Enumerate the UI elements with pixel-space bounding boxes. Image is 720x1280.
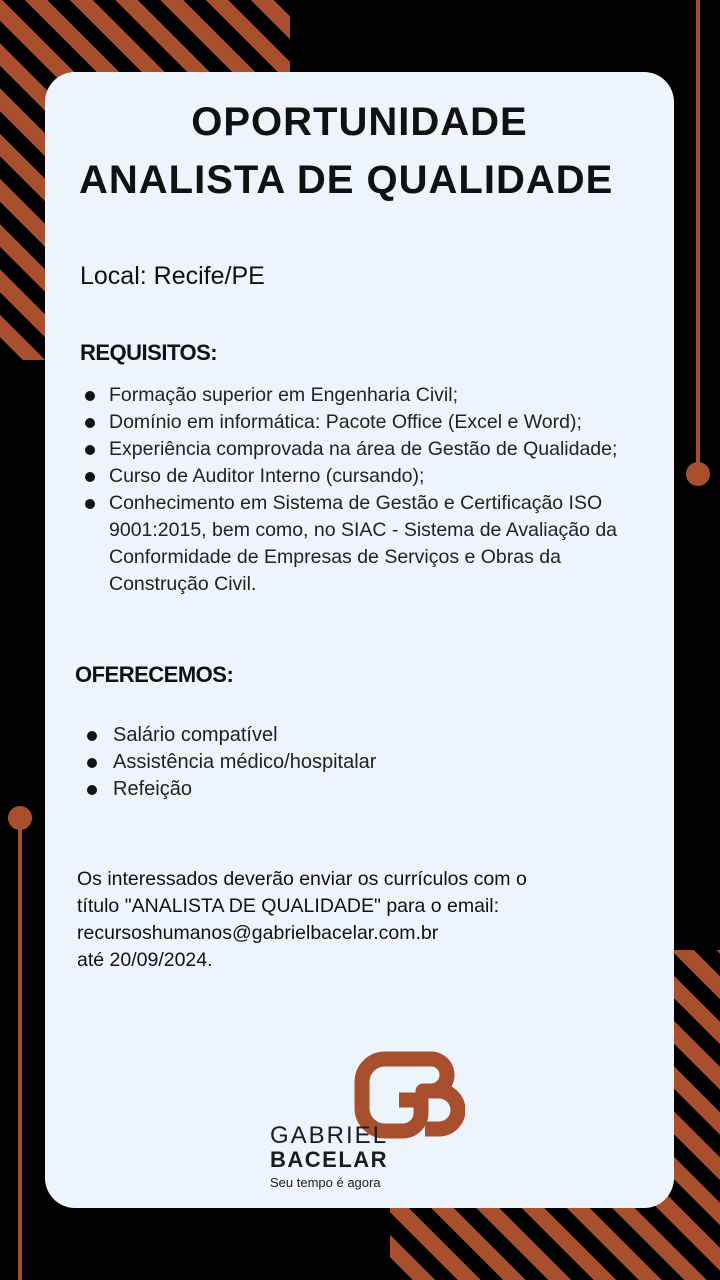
benefits-list <box>87 722 647 803</box>
decorative-line-right <box>696 0 700 470</box>
logo-word-bacelar: BACELAR <box>270 1147 389 1172</box>
instructions-line: Os interessados deverão enviar os currículos com o <box>77 868 527 890</box>
title-line-1: OPORTUNIDADE <box>191 100 528 144</box>
list-item: Experiência comprovada na área de Gestão de Qualidade; <box>85 436 655 463</box>
list-item: Refeição <box>87 776 647 803</box>
logo-tagline: Seu tempo é agora <box>270 1175 381 1190</box>
requirements-heading: REQUISITOS: <box>80 340 218 365</box>
logo-word-gabriel: GABRIEL <box>270 1122 389 1149</box>
list-item: Domínio em informática: Pacote Office (Excel e Word); <box>85 409 655 436</box>
job-posting-card <box>45 72 674 1208</box>
title-line-2: ANALISTA DE QUALIDADE <box>79 158 614 202</box>
list-item: Curso de Auditor Interno (cursando); <box>85 463 655 490</box>
application-instructions <box>77 866 637 974</box>
list-item: Formação superior em Engenharia Civil; <box>85 382 655 409</box>
decorative-dot-left <box>8 806 32 830</box>
instructions-line: título "ANALISTA DE QUALIDADE" para o email: <box>77 895 500 917</box>
job-location: Local: Recife/PE <box>80 262 265 290</box>
list-item: Salário compatível <box>87 722 647 749</box>
contact-email[interactable]: recursoshumanos@gabrielbacelar.com.br <box>77 922 439 944</box>
deadline-text: até 20/09/2024. <box>77 949 213 971</box>
company-logo <box>269 1050 499 1200</box>
benefits-heading: OFERECEMOS: <box>75 662 234 687</box>
decorative-line-left <box>18 818 22 1280</box>
requirements-list <box>85 382 655 598</box>
decorative-dot-right <box>686 462 710 486</box>
list-item: Assistência médico/hospitalar <box>87 749 647 776</box>
list-item: Conhecimento em Sistema de Gestão e Certificação ISO 9001:2015, bem como, no SIAC - Sistema de Avaliação da Conformidade de Empresas de Serviços e Obras da Construção Civil. <box>85 490 655 598</box>
